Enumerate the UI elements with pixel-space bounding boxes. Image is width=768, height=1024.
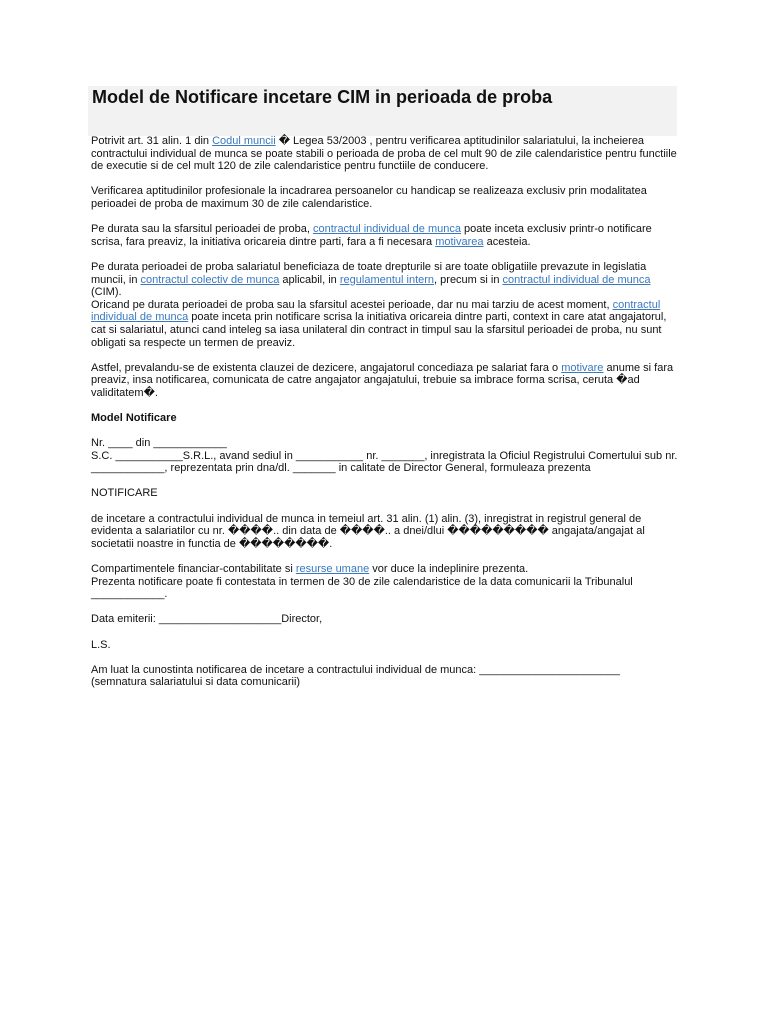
notificare-label: NOTIFICARE — [91, 487, 158, 500]
company-line: S.C. ___________S.R.L., avand sediul in ___________ nr. _______, inregistrata la Oficiul Registrului Comertului sub nr. ____________, reprezentata prin dna/dl. _______ in calitate de Director General, formuleaza prezenta — [91, 449, 678, 475]
text-run: acesteia. — [483, 235, 531, 248]
text-run: anume si fara preaviz, insa notificarea, comunicata de catre angajator angajatului, trebuie sa imbrace forma scrisa, ceruta �ad validitatem�. — [91, 361, 674, 399]
text-run: poate inceta exclusiv printr-o notificare scrisa, fara preaviz, la initiativa oricareia dintre parti, fara a fi necesara — [91, 223, 652, 248]
paragraph-handicap: Verificarea aptitudinilor profesionale la incadrarea persoanelor cu handicap se realizeaza exclusiv prin modalitatea perioadei de proba de maximum 30 de zile calendaristice. — [91, 185, 647, 210]
text-run: , precum si in — [434, 273, 503, 286]
title-band — [88, 86, 677, 136]
text-run: aplicabil, in — [279, 273, 340, 286]
text-run: � Legea 53/2003 , pentru verificarea aptitudinilor salariatului, la incheierea contractului individual de munca se poate stabili o perioada de proba de cel mult 90 de zile calendaristice pentru functiile de executie si de cel mult 120 de zile calendaristice pentru functiile de conducere. — [91, 135, 677, 173]
text-run: vor duce la indeplinire prezenta. — [369, 563, 529, 575]
data-emiterii-line: Data emiterii: ____________________Director, — [91, 613, 323, 626]
paragraph-dezicere — [91, 362, 681, 400]
page-title: Model de Notificare incetare CIM in perioada de proba — [92, 87, 553, 107]
link-contractul-individual-de-munca-2[interactable]: contractul individual de munca — [502, 273, 651, 286]
text-run: (CIM). — [91, 286, 122, 299]
notificare-text: de incetare a contractului individual de munca in temeiul art. 31 alin. (1) alin. (3), inregistrat in registrul general de evidenta a salariatilor cu nr. ����.. din data de ����.. a dnei/dlui ��������� angajata/angajat al societatii noastre in functia de ��������. — [91, 512, 645, 550]
text-run: Oricand pe durata perioadei de proba sau la sfarsitul acestei perioade, dar nu mai tarziu de acest moment, — [91, 298, 613, 311]
text-run: Pe durata sau la sfarsitul perioadei de proba, — [91, 223, 313, 236]
text-run: Potrivit art. 31 alin. 1 din — [91, 135, 213, 147]
paragraph-anytime — [91, 299, 681, 349]
link-contractul-colectiv-de-munca[interactable]: contractul colectiv de munca — [140, 273, 280, 286]
nr-line: Nr. ____ din ____________ — [91, 437, 227, 450]
link-motivarea[interactable]: motivarea — [435, 235, 484, 248]
document-body — [91, 135, 681, 702]
signature-note: (semnatura salariatului si data comunicarii) — [91, 676, 301, 689]
compartimente-line — [91, 563, 681, 576]
paragraph-rights — [91, 261, 681, 299]
text-run: Compartimentele financiar-contabilitate si — [91, 563, 296, 575]
link-codul-muncii[interactable]: Codul muncii — [212, 135, 276, 147]
acknowledgement-line: Am luat la cunostinta notificarea de incetare a contractului individual de munca: _______________________ — [91, 663, 620, 676]
link-regulamentul-intern[interactable]: regulamentul intern — [339, 273, 435, 286]
paragraph-termination — [91, 223, 681, 248]
model-heading: Model Notificare — [91, 412, 177, 425]
text-run: Pe durata perioadei de proba salariatul beneficiaza de toate drepturile si are toate obligatiile prevazute in legislatia muncii, in — [91, 260, 647, 286]
ls-line: L.S. — [91, 638, 111, 651]
paragraph-legal-basis — [91, 135, 681, 173]
text-run: Astfel, prevalandu-se de existenta clauzei de dezicere, angajatorul concediaza pe salariat fara o — [91, 361, 562, 374]
contest-line: Prezenta notificare poate fi contestata in termen de 30 de zile calendaristice de la data comunicarii la Tribunalul ____________. — [91, 575, 633, 601]
link-contractul-individual-de-munca[interactable]: contractul individual de munca — [312, 223, 461, 236]
link-contractul-individual-de-munca-3[interactable]: contractul individual de munca — [91, 298, 661, 324]
text-run: poate inceta prin notificare scrisa la initiativa oricareia dintre parti, context in care atat angajatorul, cat si salariatul, atunci cand inteleg sa iasa unilateral din contract in timpul sau la sfarsitul perioadei de proba, nu sunt obligati sa respecte un termen de preaviz. — [91, 311, 667, 349]
link-motivare[interactable]: motivare — [561, 361, 604, 374]
link-resurse-umane[interactable]: resurse umane — [295, 563, 370, 575]
